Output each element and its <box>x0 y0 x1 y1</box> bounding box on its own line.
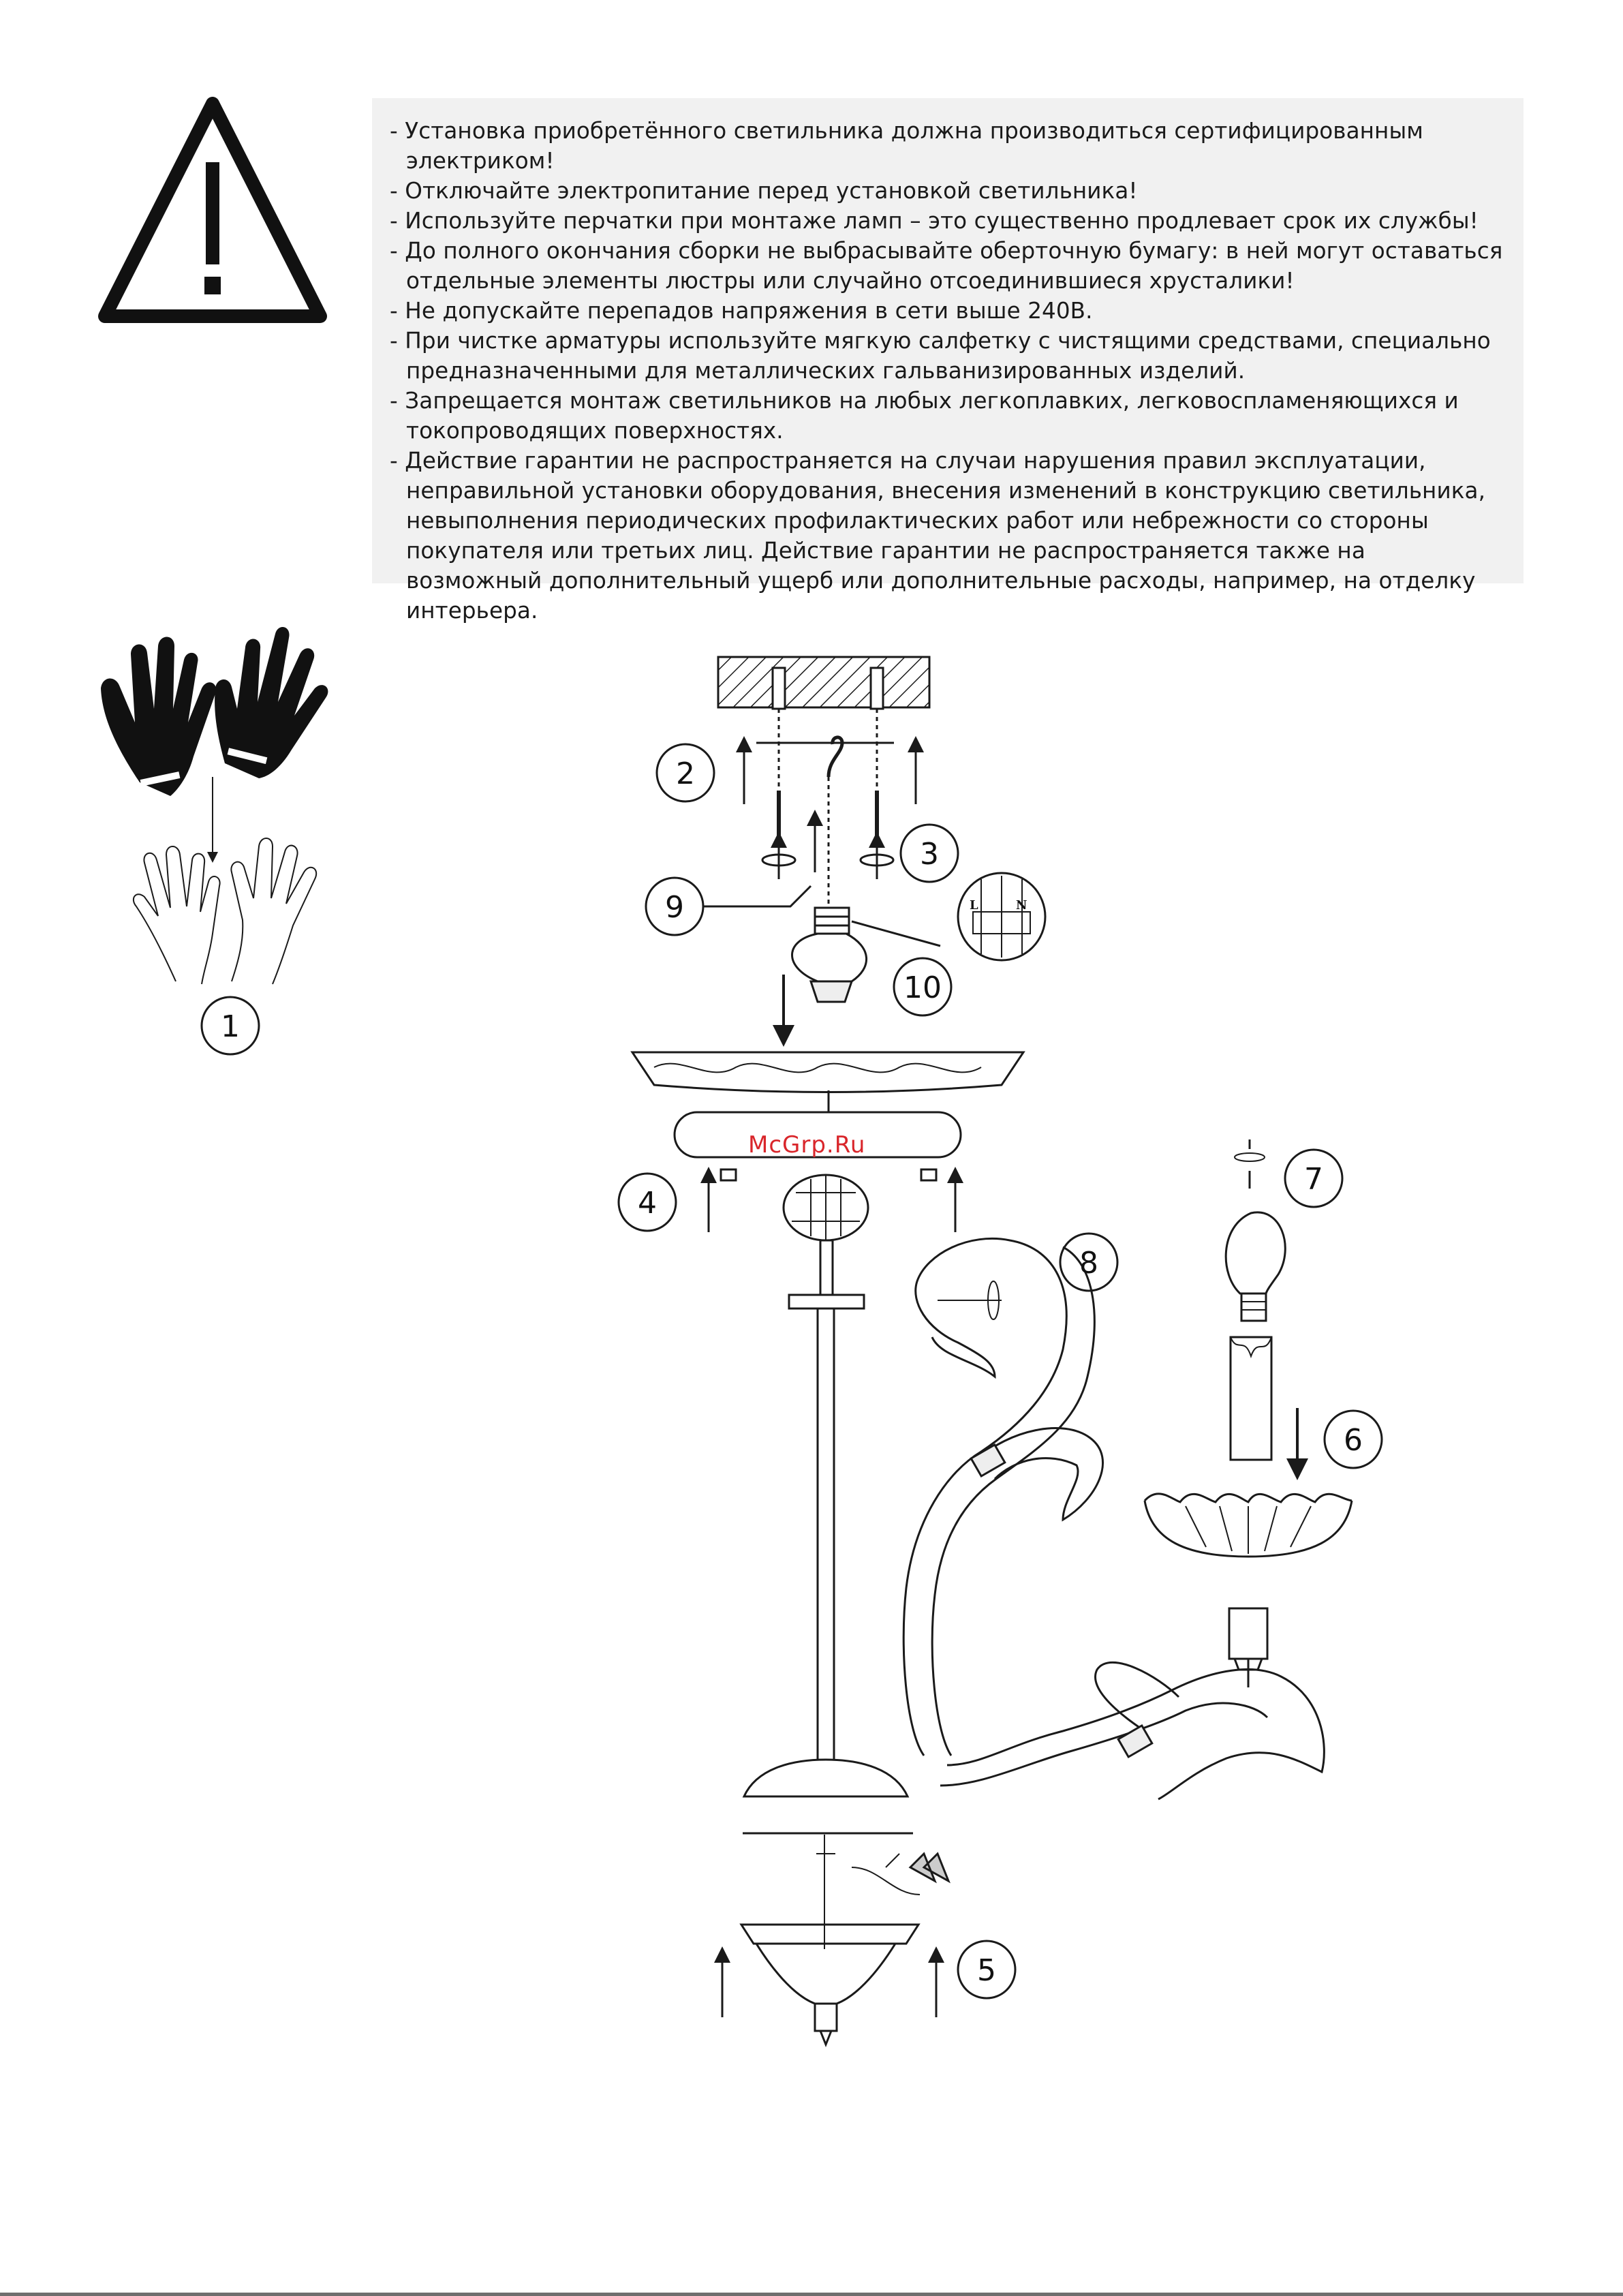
step-label-4: 4 <box>638 1186 657 1221</box>
warning-triangle-icon <box>95 94 330 328</box>
warning-item: - Не допускайте перепадов напряжения в сети выше 240В. <box>390 298 1093 324</box>
lamp-socket <box>1229 1608 1267 1659</box>
warning-item: - Запрещается монтаж светильников на любых легкоплавких, легковоспламеняющихся и токопроводящих поверхностях. <box>390 388 1459 444</box>
page-bottom-divider <box>0 2293 1623 2296</box>
bottom-cap <box>756 1944 895 2004</box>
light-bulb-icon <box>1226 1212 1285 1294</box>
warning-item: - Отключайте электропитание перед установкой светильника! <box>390 178 1138 204</box>
ceiling-mount <box>718 657 929 707</box>
step-label-8: 8 <box>1079 1246 1098 1281</box>
lower-bowl <box>744 1760 908 1796</box>
warnings-list <box>390 116 1507 626</box>
warning-item: - Установка приобретённого светильника должна производиться сертифицированным электриком! <box>390 118 1423 174</box>
step-label-1: 1 <box>221 1009 240 1044</box>
warning-item: - Используйте перчатки при монтаже ламп – это существенно продлевает срок их службы! <box>390 208 1479 234</box>
gloves-icon <box>101 627 328 796</box>
warning-item: - До полного окончания сборки не выбрасывайте оберточную бумагу: в ней могут оставаться отдельные элементы люстры или случайно отсоединившиеся хрусталики! <box>390 238 1503 294</box>
step-label-9: 9 <box>665 890 684 925</box>
bare-hands-icon <box>134 838 316 984</box>
watermark-text: McGrp.Ru <box>748 1131 866 1159</box>
safety-warnings-panel <box>372 98 1524 624</box>
warning-item: - При чистке арматуры используйте мягкую салфетку с чистящими средствами, специально предназначенными для металлических гальванизированных изделий. <box>390 328 1491 384</box>
assembly-diagram <box>0 600 1623 2099</box>
warning-item: - Действие гарантии не распространяется на случаи нарушения правил эксплуатации, неправильной установки оборудования, внесения изменений в конструкцию светильника, невыполнения периодических профилактических работ или небрежности со стороны покупателя или третьих лиц. Действие гарантии не распространяется также на возможный дополнительный ущерб или дополнительные расходы, например, на отделку интерьера. <box>390 448 1486 624</box>
neutral-terminal-label: N <box>1016 898 1027 913</box>
step-label-2: 2 <box>676 756 695 791</box>
live-terminal-label: L <box>970 898 978 913</box>
step-label-5: 5 <box>977 1953 996 1988</box>
step-label-7: 7 <box>1304 1162 1323 1197</box>
chandelier-arm <box>903 1238 1066 1756</box>
step-label-6: 6 <box>1344 1423 1363 1458</box>
step-label-3: 3 <box>920 837 939 872</box>
step-label-10: 10 <box>903 970 942 1005</box>
